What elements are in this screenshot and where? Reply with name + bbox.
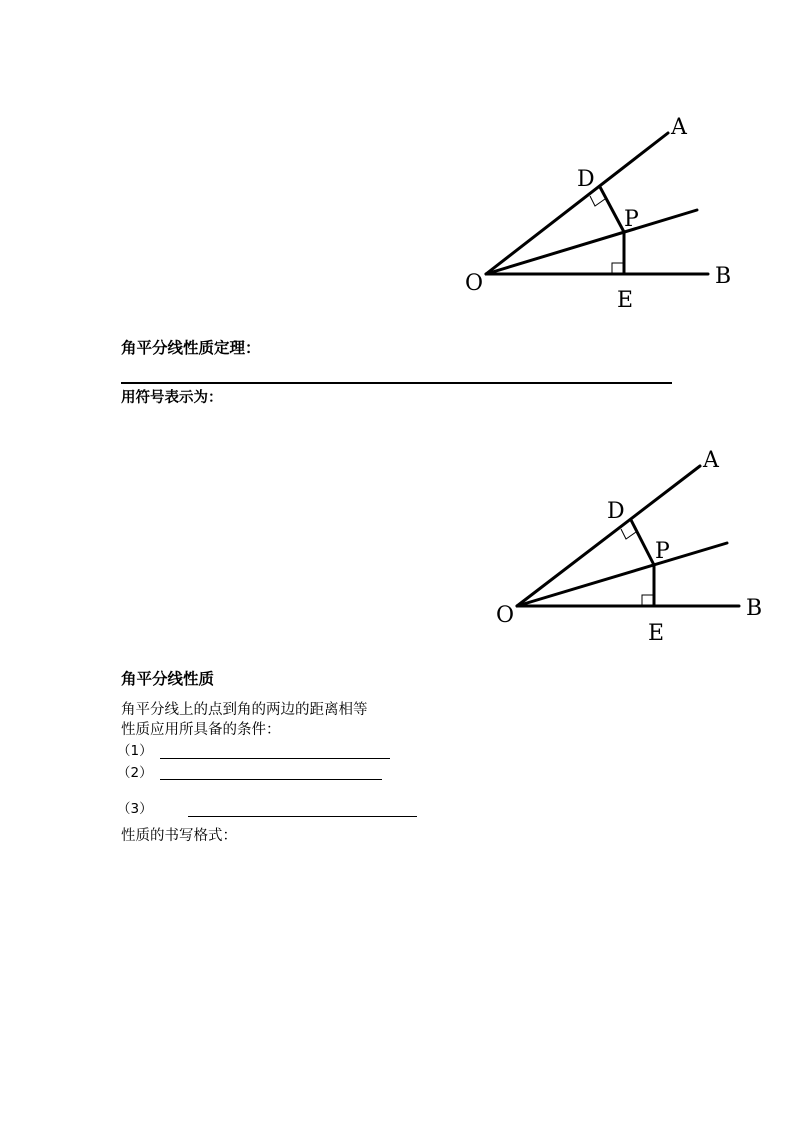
label-b: B xyxy=(746,596,763,621)
label-d: D xyxy=(577,167,595,192)
label-p: P xyxy=(655,539,670,564)
label-o: O xyxy=(496,603,515,628)
ray-oa xyxy=(517,466,700,606)
label-a: A xyxy=(671,115,687,140)
segment-pd xyxy=(600,187,624,232)
ray-bisector xyxy=(517,543,727,606)
label-e: E xyxy=(617,288,634,313)
format-label: 性质的书写格式： xyxy=(121,828,237,844)
property-statement: 角平分线上的点到角的两边的距离相等 xyxy=(121,702,368,718)
right-angle-mark-e xyxy=(612,263,624,274)
label-o: O xyxy=(465,271,484,296)
segment-pd xyxy=(631,520,654,565)
condition-1-label: （1） xyxy=(117,743,153,759)
ray-oa xyxy=(486,133,668,274)
label-p: P xyxy=(624,207,639,232)
theorem-answer-line xyxy=(121,382,672,384)
condition-3-blank xyxy=(188,816,417,817)
condition-2-blank xyxy=(160,779,382,780)
angle-bisector-diagram-1 xyxy=(0,0,794,330)
label-a: A xyxy=(703,448,719,473)
property-title: 角平分线性质 xyxy=(121,670,215,688)
label-d: D xyxy=(607,499,625,524)
label-b: B xyxy=(715,264,732,289)
theorem-title: 角平分线性质定理： xyxy=(121,339,261,357)
condition-2-label: （2） xyxy=(117,765,153,781)
label-e: E xyxy=(648,621,665,646)
angle-bisector-diagram-2 xyxy=(0,440,794,660)
condition-1-blank xyxy=(160,758,390,759)
symbol-label: 用符号表示为： xyxy=(121,390,223,406)
right-angle-mark-d xyxy=(590,196,605,206)
right-angle-mark-e xyxy=(642,595,654,606)
conditions-label: 性质应用所具备的条件： xyxy=(121,722,281,738)
condition-3-label: （3） xyxy=(117,801,153,817)
right-angle-mark-d xyxy=(621,529,636,539)
ray-bisector xyxy=(486,210,697,274)
